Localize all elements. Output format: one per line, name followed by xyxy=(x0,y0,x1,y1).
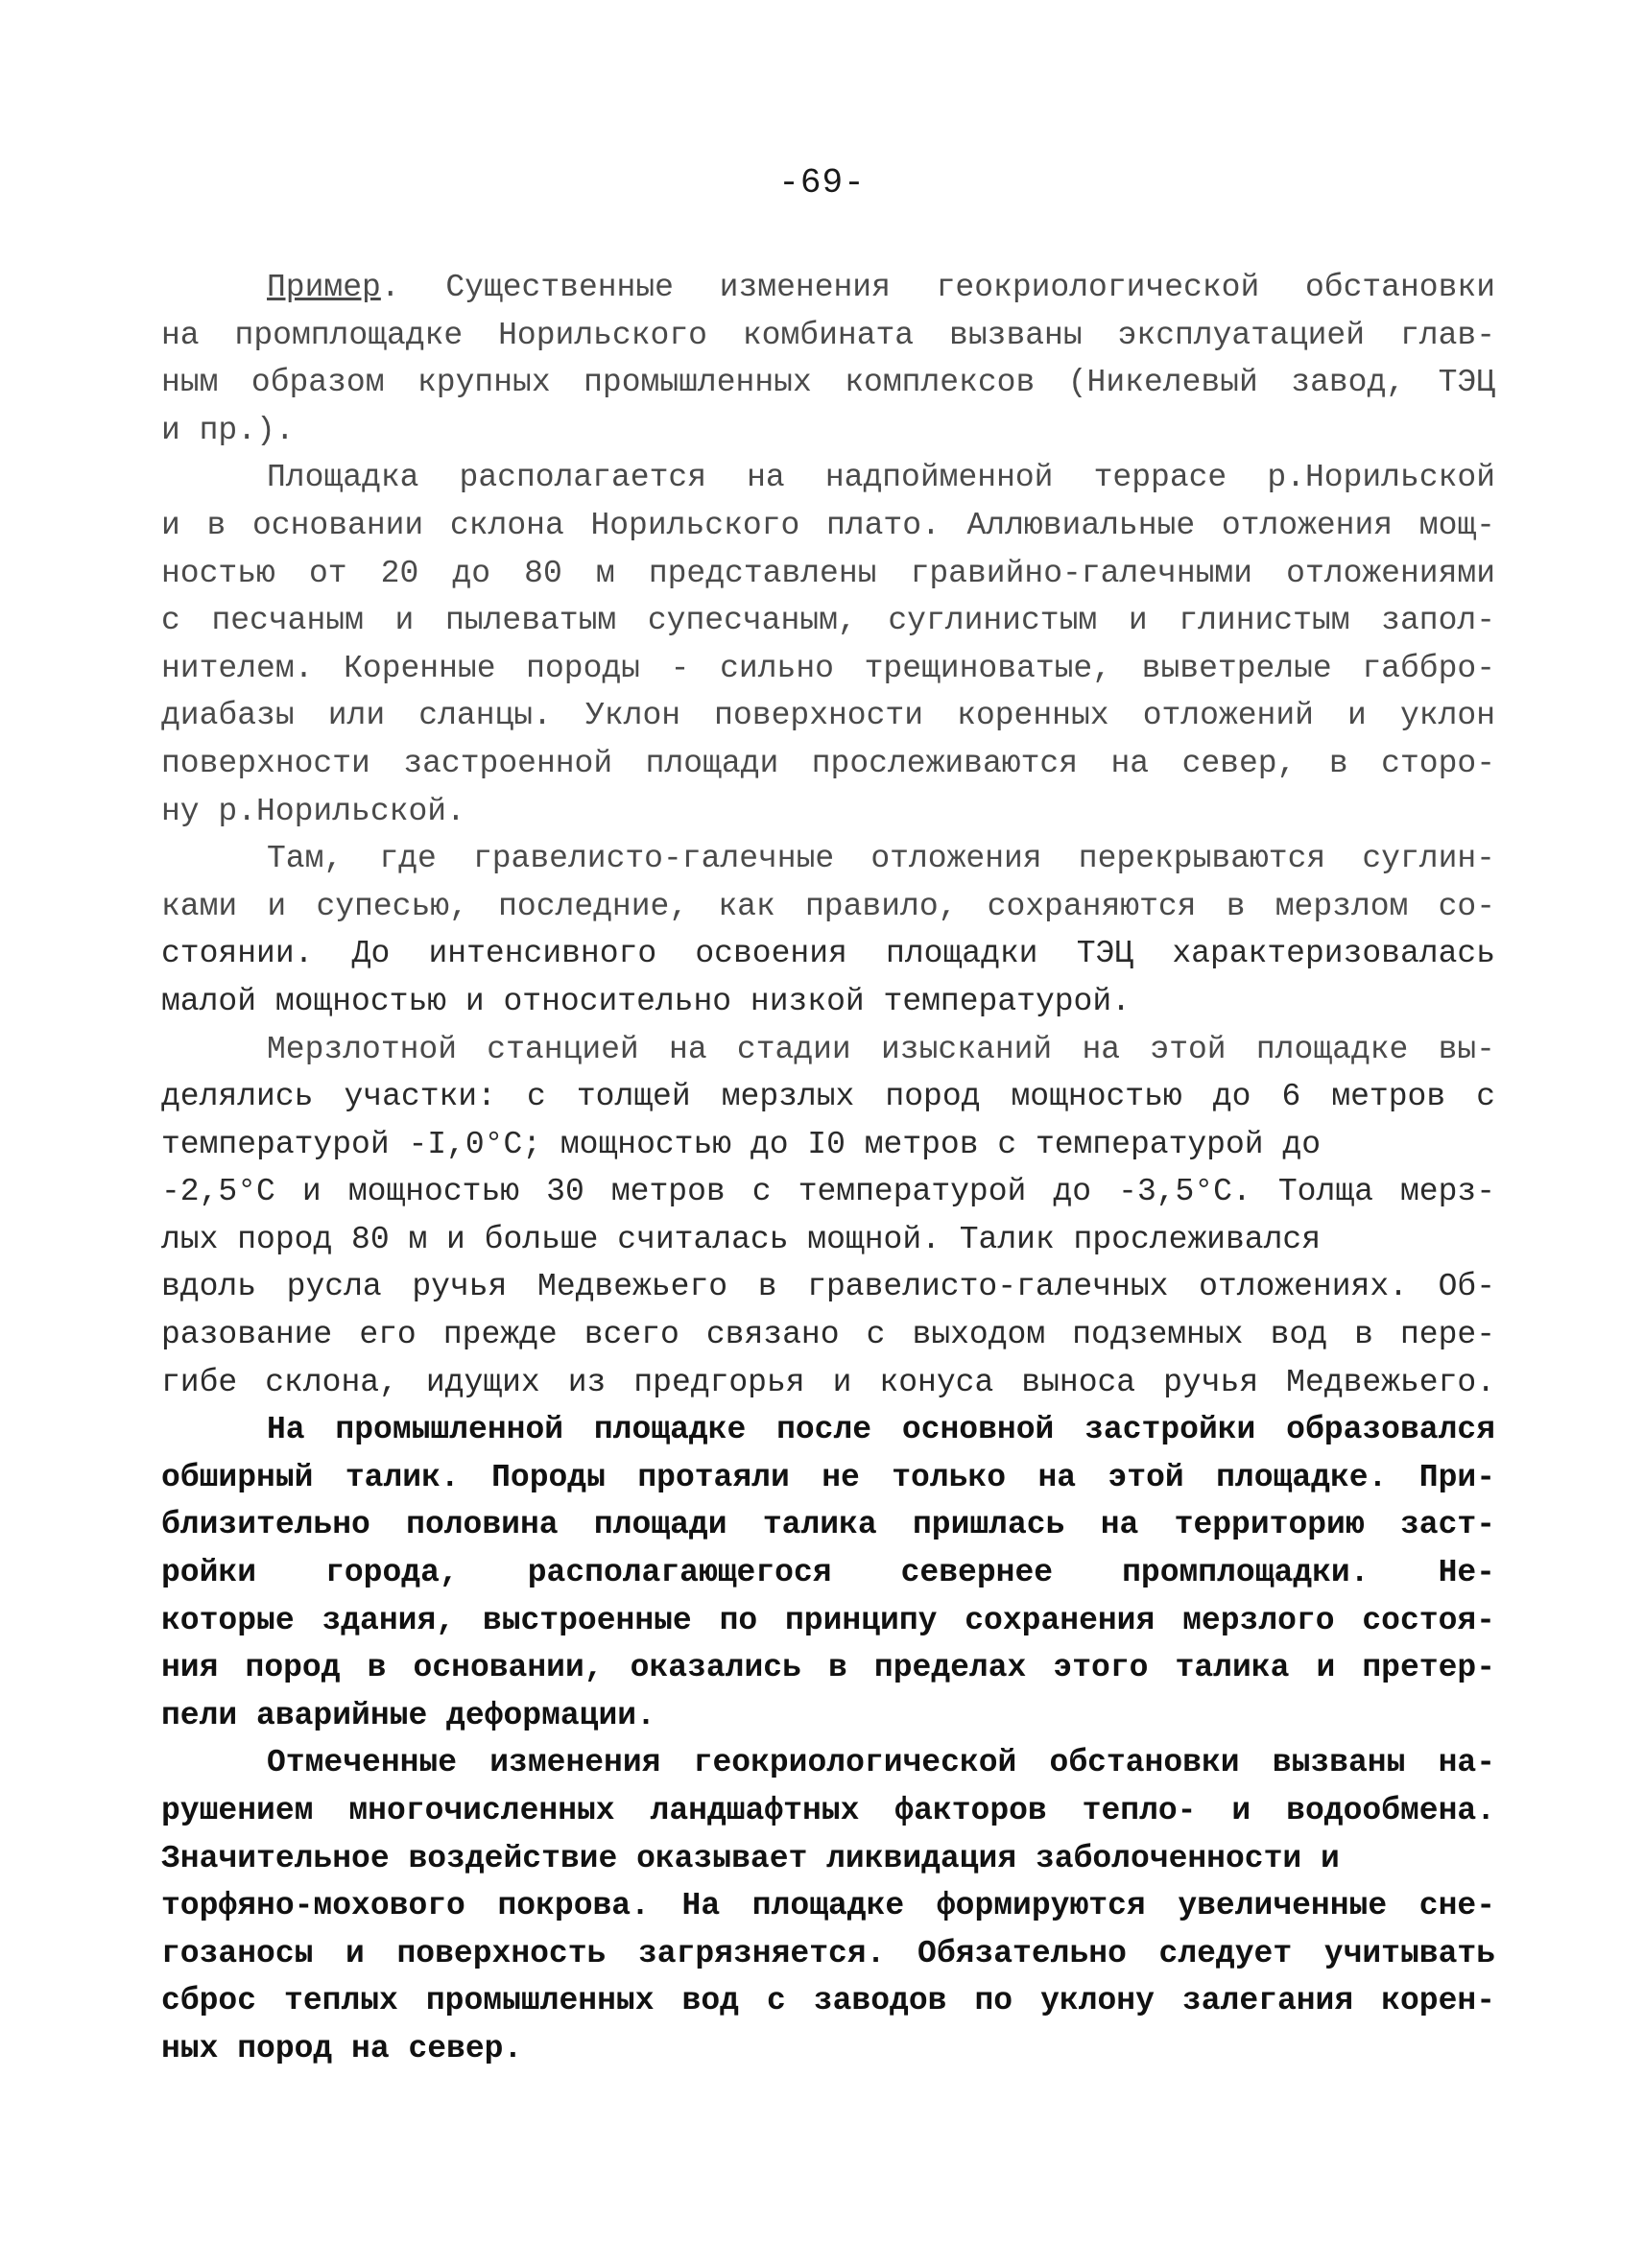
text-line: Значительное воздействие оказывает ликвидация заболоченности и xyxy=(161,1840,1340,1876)
text-line: разование его прежде всего связано с выходом подземных вод в пере- xyxy=(161,1317,1495,1353)
text-line: ных пород на север. xyxy=(161,2030,523,2066)
text-line: обширный талик. Породы протаяли не только на этой площадке. При- xyxy=(161,1459,1495,1495)
text-line: диабазы или сланцы. Уклон поверхности коренных отложений и уклон xyxy=(161,698,1495,734)
text-line: близительно половина площади талика пришлась на территорию заст- xyxy=(161,1507,1495,1543)
text-line: рушением многочисленных ландшафтных факторов тепло- и водообмена. xyxy=(161,1793,1495,1828)
text-line: ным образом крупных промышленных комплексов (Никелевый завод, ТЭЦ xyxy=(161,365,1495,401)
text-line: ния пород в основании, оказались в пределах этого талика и претер- xyxy=(161,1650,1495,1686)
text-line: ностью от 20 до 80 м представлены гравийно-галечными отложениями xyxy=(161,555,1495,591)
text-line: и пр.). xyxy=(161,412,295,448)
text-line: лых пород 80 м и больше считалась мощной. Талик прослеживался xyxy=(161,1221,1321,1257)
text-line: пели аварийные деформации. xyxy=(161,1697,655,1733)
text-line: делялись участки: с толщей мерзлых пород мощностью до 6 метров с xyxy=(161,1079,1495,1115)
text-line: которые здания, выстроенные по принципу сохранения мерзлого состоя- xyxy=(161,1602,1495,1638)
text-line: гибе склона, идущих из предгорья и конуса выноса ручья Медвежьего. xyxy=(161,1364,1495,1400)
text-line: малой мощностью и относительно низкой температурой. xyxy=(161,983,1131,1019)
example-label: Пример xyxy=(267,270,381,305)
text-line: на промплощадке Норильского комбината вызваны эксплуатацией глав- xyxy=(161,317,1495,353)
text-line: стоянии. До интенсивного освоения площадки ТЭЦ характеризовалась xyxy=(161,936,1495,972)
text-line: сброс теплых промышленных вод с заводов по уклону залегания корен- xyxy=(161,1983,1495,2019)
text-line: нителем. Коренные породы - сильно трещиноватые, выветрелые габбро- xyxy=(161,650,1495,686)
text-line: и в основании склона Норильского плато. Аллювиальные отложения мощ- xyxy=(161,507,1495,543)
text-line: торфяно-мохового покрова. На площадке формируются увеличенные сне- xyxy=(161,1888,1495,1924)
text-line: ну р.Норильской. xyxy=(161,793,465,829)
text-line: ройки города, располагающегося севернее промплощадки. Не- xyxy=(161,1555,1495,1591)
text-line: Пример. Существенные изменения геокриологической обстановки xyxy=(267,270,1495,305)
text-line: с песчаным и пылеватым супесчаным, суглинистым и глинистым запол- xyxy=(161,603,1495,639)
text-line: Мерзлотной станцией на стадии изысканий на этой площадке вы- xyxy=(267,1031,1495,1067)
text-line: Отмеченные изменения геокриологической обстановки вызваны на- xyxy=(267,1745,1495,1781)
text-line: Площадка располагается на надпойменной террасе р.Норильской xyxy=(267,460,1495,496)
document-body xyxy=(161,264,1495,2073)
text-line: Там, где гравелисто-галечные отложения перекрываются суглин- xyxy=(267,841,1495,877)
text-line: поверхности застроенной площади прослеживаются на север, в сторо- xyxy=(161,745,1495,781)
text-line: гозаносы и поверхность загрязняется. Обязательно следует учитывать xyxy=(161,1935,1495,1971)
text-line: На промышленной площадке после основной застройки образовался xyxy=(267,1412,1495,1448)
text-line: вдоль русла ручья Медвежьего в гравелисто-галечных отложениях. Об- xyxy=(161,1269,1495,1305)
text-line: -2,5°C и мощностью 30 метров с температурой до -3,5°C. Толща мерз- xyxy=(161,1174,1495,1210)
page-number: -69- xyxy=(778,163,866,203)
text-line: температурой -I,0°C; мощностью до I0 метров с температурой до xyxy=(161,1126,1321,1162)
text-line: ками и супесью, последние, как правило, сохраняются в мерзлом со- xyxy=(161,888,1495,924)
